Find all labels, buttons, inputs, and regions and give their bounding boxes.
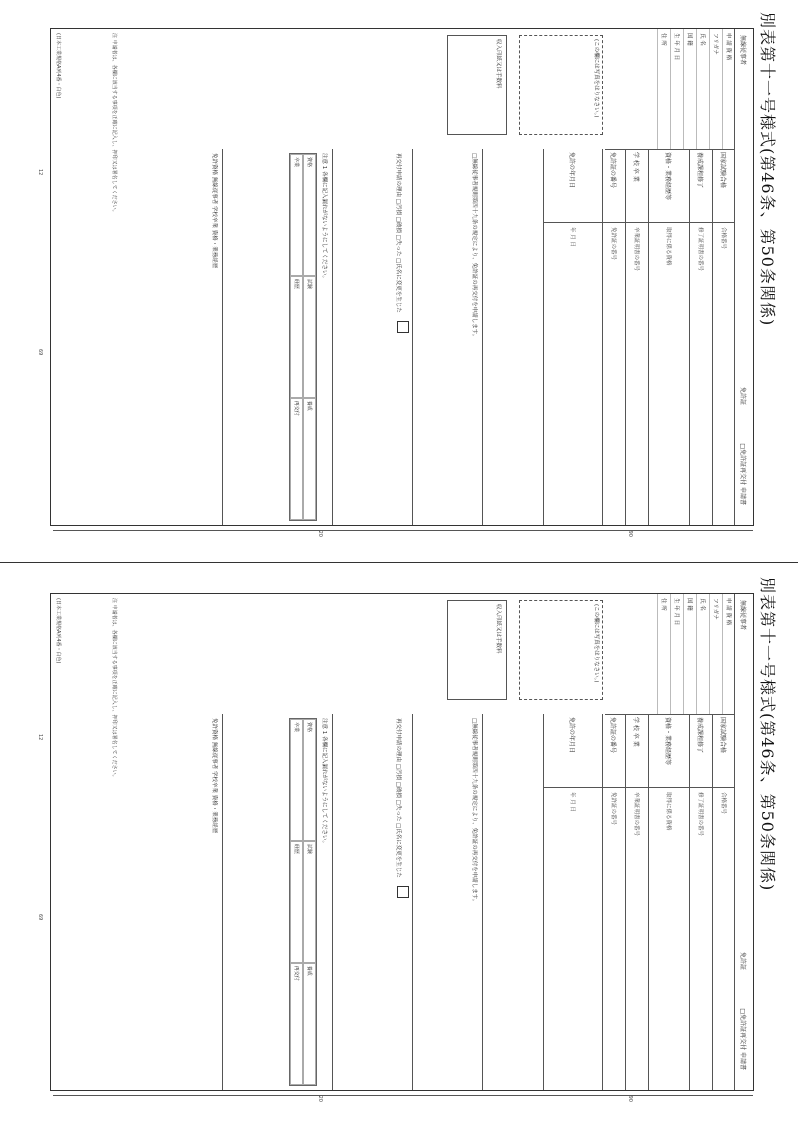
row-label: 免許証の番号 [603,149,625,223]
row-label: 資格・業務経歴等 [649,714,689,788]
row-value[interactable]: 免許証の番号 [610,792,616,826]
stamp-box: 収入印紙又は手数料 [447,35,507,135]
form-body [37,28,754,537]
notes: 注 申請者は、各欄に該当する事項を正確に記入し、押印又は署名してください。 [111,33,117,215]
grid-row [602,149,625,525]
row-label: 国家試験合格 [713,714,735,788]
form-sheet-top [14,6,784,554]
reason-text: 再交付申請の理由 □汚損 □破損 □失った □氏名に変更を生じた [395,153,401,313]
row-label: 学 校 卒 業 [626,714,648,788]
row-label: 免許の年月日 [544,149,602,223]
header-type2: □免許証再交付 申請書 [739,443,746,505]
section-reason [333,714,413,1090]
table-cell: 卒業 [290,719,303,841]
footnote: (日本工業規格A列4番・白色) [55,33,61,99]
row-label: 学 校 卒 業 [626,149,648,223]
applicant-field[interactable]: フリガナ [709,29,722,149]
applicant-field[interactable]: 住 所 [657,594,670,714]
table-cell: 資格 [303,719,316,841]
applicant-field[interactable]: 生 年 月 日 [670,594,683,714]
row-value[interactable]: 修了証明書の番号 [697,792,703,837]
applicant-field[interactable]: フリガナ [709,594,722,714]
table-cell: 養成 [303,398,316,520]
grid-row [648,714,689,1090]
dimension-line [393,1095,753,1096]
dimension-label: 12 [37,734,43,741]
grid-row [712,714,735,1090]
dimension-label: 20 [317,530,323,537]
row-label: 国家試験合格 [713,149,735,223]
row-value[interactable]: 免許証の番号 [610,227,616,261]
form-rotated [14,6,784,554]
section-reissue: □無線従事者規則第四十九条の規定により、免許証の再交付を申請します。 [413,714,483,1090]
grid-row [648,149,689,525]
section-reissue: □無線従事者規則第四十九条の規定により、免許証の再交付を申請します。 [413,149,483,525]
header-type: 免許証 [739,951,746,970]
applicant-field[interactable]: 申 請 資 格 [722,29,735,149]
checkbox[interactable] [397,321,409,333]
section-caution [223,714,333,1090]
applicant-field[interactable]: 申 請 資 格 [722,594,735,714]
grid-row [625,149,648,525]
dimension-line [393,530,753,531]
form-title: 別表第十一号様式(第46条、第50条関係) [758,12,777,327]
table-cell: 経歴 [290,276,303,398]
row-value[interactable]: 合格番号 [720,227,726,250]
dimension-label: 69 [37,349,43,356]
photo-box: (この欄には写真をはりなさい。) [519,35,603,135]
row-label: 免許証の番号 [603,714,625,788]
stamp-box: 収入印紙又は手数料 [447,600,507,700]
header-type: 免許証 [739,386,746,405]
grid-row [689,714,712,1090]
dimension-label: 90 [627,530,633,537]
checkbox[interactable] [397,886,409,898]
table-cell: 養成 [303,963,316,1085]
row-value[interactable]: 取得に係る資格 [665,227,671,266]
table-cell: 試験 [303,276,316,398]
qualification-grid [543,149,735,525]
dimension-line [53,1095,393,1096]
section-license-types: 免許資格 無線従事者 学校卒業 資格・業務経歴 [113,149,223,525]
table-cell: 試験 [303,841,316,963]
row-label: 資格・業務経歴等 [649,149,689,223]
applicant-field[interactable]: 国 籍 [683,594,696,714]
table-cell: 再交付 [290,963,303,1085]
form-body [37,593,754,1102]
table-cell: 再交付 [290,398,303,520]
grid-row [712,149,735,525]
dimension-label: 69 [37,914,43,921]
header-number: 無線従事者 [739,35,746,66]
section-license-types: 免許資格 無線従事者 学校卒業 資格・業務経歴 [113,714,223,1090]
table-cell: 資格 [303,154,316,276]
form-title: 別表第十一号様式(第46条、第50条関係) [758,577,777,892]
applicant-field[interactable]: 氏 名 [696,594,709,714]
section-caution [223,149,333,525]
applicant-field[interactable]: 住 所 [657,29,670,149]
grid-row [625,714,648,1090]
photo-box: (この欄には写真をはりなさい。) [519,600,603,700]
row-value[interactable]: 年 月 日 [569,792,575,812]
table-cell: 経歴 [290,841,303,963]
form-header [734,29,753,525]
applicant-field[interactable]: 氏 名 [696,29,709,149]
applicant-field[interactable]: 生 年 月 日 [670,29,683,149]
row-label: 免許の年月日 [544,714,602,788]
license-table [289,718,317,1086]
dimension-line [53,530,393,531]
applicant-column [605,29,735,150]
caution-text: 注意 1 各欄に記入漏れがないようにしてください。 [321,153,327,281]
sheet-divider [0,562,798,563]
form-sheet-bottom [14,571,784,1119]
caution-text: 注意 1 各欄に記入漏れがないようにしてください。 [321,718,327,846]
row-value[interactable]: 卒業証明書の番号 [633,227,639,272]
dimension-label: 90 [627,1095,633,1102]
header-type2: □免許証再交付 申請書 [739,1008,746,1070]
row-value[interactable]: 取得に係る資格 [665,792,671,831]
footnote: (日本工業規格A列4番・白色) [55,598,61,664]
grid-row [602,714,625,1090]
table-cell: 卒業 [290,154,303,276]
row-value[interactable]: 卒業証明書の番号 [633,792,639,837]
section-reason [333,149,413,525]
applicant-column [605,594,735,715]
grid-row [543,714,602,1090]
row-label: 養成課程修了 [690,149,712,223]
qualification-grid [543,714,735,1090]
applicant-field[interactable]: 国 籍 [683,29,696,149]
grid-row [543,149,602,525]
row-value[interactable]: 合格番号 [720,792,726,815]
notes: 注 申請者は、各欄に該当する事項を正確に記入し、押印又は署名してください。 [111,598,117,780]
dimension-label: 12 [37,169,43,176]
dimension-label: 20 [317,1095,323,1102]
grid-row [689,149,712,525]
form-rotated [14,571,784,1119]
header-number: 無線従事者 [739,600,746,631]
row-value[interactable]: 修了証明書の番号 [697,227,703,272]
license-table [289,153,317,521]
reason-text: 再交付申請の理由 □汚損 □破損 □失った □氏名に変更を生じた [395,718,401,878]
row-label: 養成課程修了 [690,714,712,788]
form-header [734,594,753,1090]
row-value[interactable]: 年 月 日 [569,227,575,247]
